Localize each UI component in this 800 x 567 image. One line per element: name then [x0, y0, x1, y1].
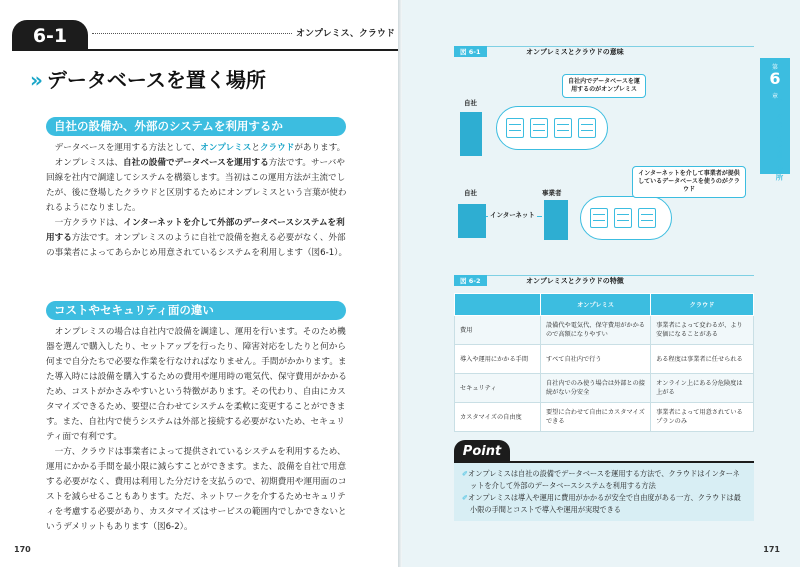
page-number-right: 171 — [763, 545, 780, 554]
figure-1-title: オンプレミスとクラウドの意味 — [526, 48, 624, 56]
table-cell: 事業者によって用意されているプランのみ — [651, 403, 754, 432]
table-row — [455, 374, 754, 403]
server-icon — [530, 118, 548, 138]
server-icon — [506, 118, 524, 138]
internet-label: インターネット — [490, 211, 535, 219]
figure-2-title: オンプレミスとクラウドの特徴 — [526, 277, 624, 285]
pencil-icon: ✐ — [462, 469, 469, 478]
paragraph — [46, 141, 350, 156]
section-number-tab: 6-1 — [12, 20, 88, 50]
body-section-2 — [46, 325, 350, 535]
paragraph — [46, 156, 350, 216]
table-row — [455, 316, 754, 345]
cloud-company-label: 自社 — [464, 189, 477, 197]
body-section-1 — [46, 141, 350, 261]
table-cell: 要望に合わせて自由にカスタマイズできる — [541, 403, 651, 432]
paragraph — [46, 216, 350, 261]
server-icon — [578, 118, 596, 138]
text: データベースを運用する方法として、 — [54, 143, 201, 153]
term-cloud: クラウド — [259, 143, 295, 153]
text: があります。 — [294, 143, 346, 153]
page-number-left: 170 — [14, 545, 31, 554]
point-summary — [454, 440, 754, 522]
section-dotted-rule — [92, 33, 292, 34]
page-title — [30, 64, 266, 93]
table-cell: オンライン上にある分危険度は上がる — [651, 374, 754, 403]
point-tag: Point — [454, 440, 510, 462]
onprem-company-label: 自社 — [464, 99, 477, 107]
figure-1-label: 図 6-1 — [454, 46, 487, 57]
provider-building-icon — [544, 200, 568, 240]
chevron-right-icon: » — [30, 68, 43, 92]
table-header-cell: オンプレミス — [541, 294, 651, 316]
chapter-side-title: データベースを置く場所 — [775, 98, 784, 181]
point-box — [454, 461, 754, 521]
pencil-icon: ✐ — [462, 493, 469, 502]
chapter-suffix: 章 — [771, 93, 778, 100]
company-building-icon — [460, 112, 482, 156]
table-row — [455, 403, 754, 432]
figure-2-label: 図 6-2 — [454, 275, 487, 286]
provider-label: 事業者 — [542, 189, 562, 197]
section-category: オンプレミス、クラウド — [296, 29, 395, 39]
text: と — [251, 143, 260, 153]
point-item-text: オンプレミスは自社の設備でデータベースを運用する方法で、クラウドはインターネットを介して外部のデータベースシステムを利用する方法 — [468, 469, 740, 490]
table-header-row — [455, 294, 754, 316]
term-onpremise: オンプレミス — [200, 143, 252, 153]
table-cell: 自社内でのみ使う場合は外部との接続がない分安全 — [541, 374, 651, 403]
chapter-number: 6 — [769, 69, 781, 88]
section-rule — [12, 49, 398, 51]
table-cell: 事業者によって変わるが、より安価になることがある — [651, 316, 754, 345]
text: オンプレミスは、 — [54, 158, 124, 168]
onprem-callout: 自社内でデータベースを運用するのがオンプレミス — [562, 74, 646, 98]
table-header-cell: クラウド — [651, 294, 754, 316]
table-row-header: 費用 — [455, 316, 541, 345]
table-header-cell — [455, 294, 541, 316]
text: 方法です。サーバや回線を社内で調達してシステムを構築します。当初はこの運用方法が主流でしたが、後に登場したクラウドと区別するためにオンプレミスという言葉が使われるようになりました。 — [46, 158, 347, 213]
table-cell: 設備代や電気代、保守費用がかかるので高額になりやすい — [541, 316, 651, 345]
table-row — [455, 345, 754, 374]
point-item — [462, 468, 746, 492]
emphasis: 自社の設備でデータベースを運用する — [123, 158, 269, 168]
server-icon — [614, 208, 632, 228]
paragraph: オンプレミスの場合は自社内で設備を調達し、運用を行います。そのため機器を選んで購入したり、セットアップを行ったり、障害対応をしたりと何から何まで自分たちで必要な作業を行なければなりません。手間がかかります。また導入時には設備を購入するための費用や運用時の電気代、保守費用がかかるため、コストがかさみやすいという特徴があります。その代わり、自由にカスタマイズできるため、要望に合わせてシステムを柔軟に変更することができます。また、自社内で使うシステムは外部と接続する必要がないため、セキュリティ面で有利です。 — [46, 327, 347, 442]
table-row-header: セキュリティ — [455, 374, 541, 403]
heading-onprem-vs-external: 自社の設備か、外部のシステムを利用するか — [46, 117, 346, 136]
figure-1-diagram — [454, 62, 754, 262]
comparison-table — [454, 293, 754, 432]
table-row-header: カスタマイズの自由度 — [455, 403, 541, 432]
left-page — [0, 0, 398, 567]
figure-2-header — [454, 275, 754, 286]
emphasis: インターネットを介して外部のデータベースシステムを利用する — [46, 218, 345, 243]
page-title-text: データベースを置く場所 — [46, 68, 266, 92]
table-cell: ある程度は事業者に任せられる — [651, 345, 754, 374]
figure-1-header — [454, 46, 754, 57]
cloud-callout: インターネットを介して事業者が提供しているデータベースを使うのがクラウド — [632, 166, 746, 198]
server-icon — [638, 208, 656, 228]
paragraph: 一方、クラウドは事業者によって提供されているシステムを利用するため、運用にかかる手間を最小限に減らすことができます。また、設備を自社で用意する必要がなく、費用は利用した分だけを支払うので、初期費用や運用面のコストを減らせることもあります。ただ、ネットワークを介するためセキュリティを考慮する必要があり、カスタマイズはサービスの範囲内でしかできないというデメリットもあります（図6-2）。 — [46, 447, 347, 532]
text: 一方クラウドは、 — [54, 218, 124, 228]
point-item — [462, 492, 746, 516]
table-row-header: 導入や運用にかかる手間 — [455, 345, 541, 374]
text: 方法です。オンプレミスのように自社で設備を抱える必要がなく、外部の事業者によってあらかじめ用意されているシステムを利用します（図6-1）。 — [46, 233, 348, 258]
server-icon — [554, 118, 572, 138]
chapter-prefix: 第 — [771, 64, 778, 71]
point-item-text: オンプレミスは導入や運用に費用がかかるが安全で自由度がある一方、クラウドは最小限の手間とコストで導入や運用が実現できる — [468, 493, 741, 514]
table-cell: すべて自社内で行う — [541, 345, 651, 374]
heading-cost-security: コストやセキュリティ面の違い — [46, 301, 346, 320]
server-icon — [590, 208, 608, 228]
company-building-icon — [458, 204, 486, 238]
